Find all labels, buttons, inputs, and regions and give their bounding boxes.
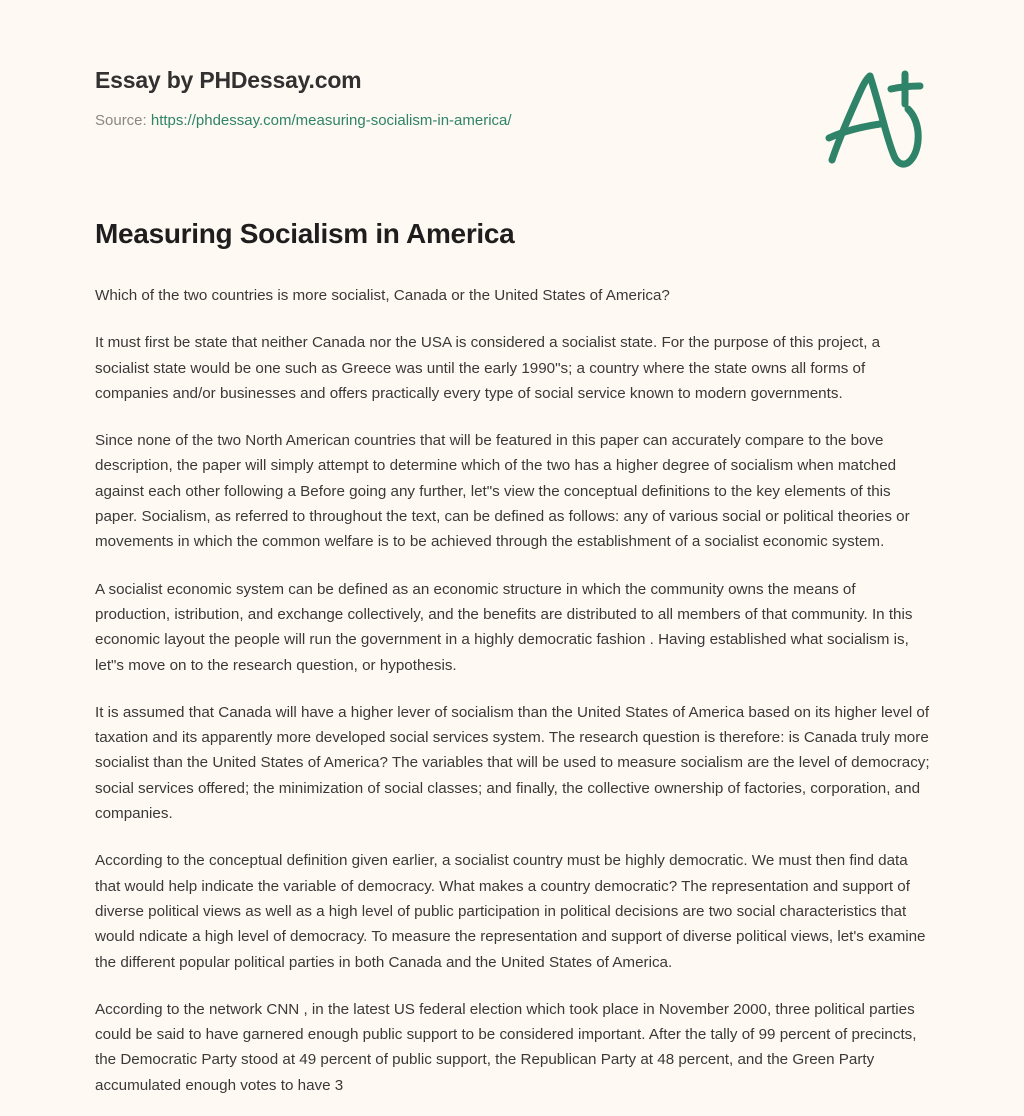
source-label: Source: xyxy=(95,112,147,129)
a-plus-icon xyxy=(812,62,932,174)
brand-title: Essay by PHDessay.com xyxy=(95,67,362,93)
paragraph: It must first be state that neither Canada nor the USA is considered a socialist state. For the purpose of this project, a socialist state would be one such as Greece was until the early 1990"s; a country where the state owns all forms of companies and/or businesses and offers practically every type of social service known to modern governments. xyxy=(95,334,881,402)
paragraph: Which of the two countries is more socialist, Canada or the United States of America? xyxy=(95,287,670,304)
paragraph: According to the network CNN , in the latest US federal election which took place in November 2000, three political parties could be said to have garnered enough public support to be considered important. After the tally of 99 percent of precincts, the Democratic Party stood at 49 percent of public support, the Republican Party at 48 percent, and the Green Party accumulated enough votes to have 3 xyxy=(95,1000,917,1094)
paragraph: According to the conceptual definition given earlier, a socialist country must be highly democratic. We must then find data that would help indicate the variable of democracy. What makes a country democratic? The representation and support of diverse political views as well as a high level of public participation in political decisions are two social characteristics that would ndicate a high level of democracy. To measure the representation and support of diverse political views, let's examine the different popular political parties in both Canada and the United States of America. xyxy=(95,852,926,971)
page-title: Measuring Socialism in America xyxy=(95,218,515,249)
source-line xyxy=(95,111,935,131)
article-body xyxy=(95,283,933,1098)
page-header xyxy=(95,66,935,131)
paragraph: Since none of the two North American countries that will be featured in this paper can accurately compare to the bove description, the paper will simply attempt to determine which of the two has a higher degree of socialism when matched against each other following a Before going any further, let"s view the conceptual definitions to the key elements of this paper. Socialism, as referred to throughout the text, can be defined as follows: any of various social or political theories or movements in which the common welfare is to be achieved through the establishment of a socialist economic system. xyxy=(95,432,910,551)
phdessay-a-plus-logo xyxy=(812,62,932,174)
paragraph: It is assumed that Canada will have a higher lever of socialism than the United States of America based on its higher level of taxation and its apparently more developed social services system. The research question is therefore: is Canada truly more socialist than the United States of America? The variables that will be used to measure socialism are the level of democracy; social services offered; the minimization of social classes; and finally, the collective ownership of factories, corporation, and companies. xyxy=(95,703,930,823)
paragraph: A socialist economic system can be defined as an economic structure in which the community owns the means of production, istribution, and exchange collectively, and the benefits are distributed to all members of that community. In this economic layout the people will run the government in a highly democratic fashion . Having established what socialism is, let"s move on to the research question, or hypothesis. xyxy=(95,580,913,674)
source-url-link[interactable]: https://phdessay.com/measuring-socialism-in-america/ xyxy=(150,112,512,129)
